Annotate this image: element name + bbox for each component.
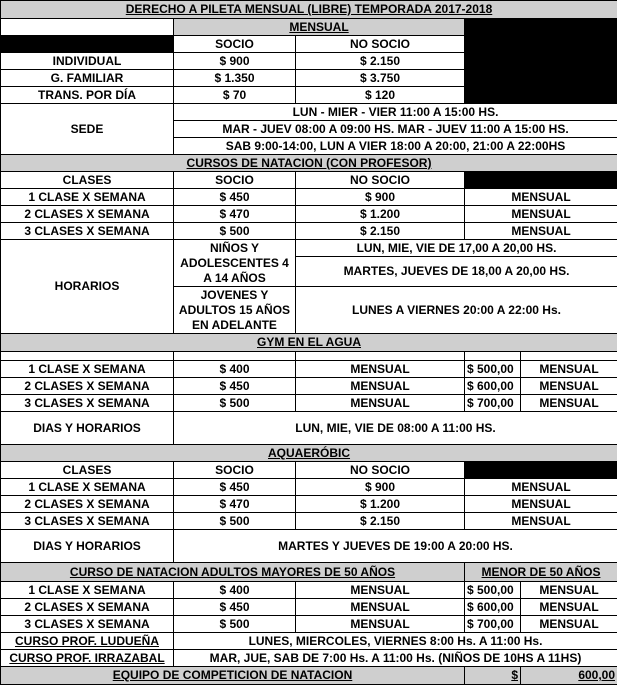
nosocio-price: $ 2.150 <box>296 223 465 240</box>
row-label: 1 CLASE X SEMANA <box>1 189 174 206</box>
table-row <box>1 513 617 530</box>
socio-price: $ 450 <box>174 479 296 496</box>
mayores-title: CURSO DE NATACION ADULTOS MAYORES DE 50 AÑOS <box>1 563 465 582</box>
menor-title: MENOR DE 50 AÑOS <box>465 563 617 582</box>
period-2: MENSUAL <box>521 599 617 616</box>
pileta-black-block <box>465 19 617 104</box>
table-row <box>1 206 617 223</box>
row-label: TRANS. POR DÍA <box>1 87 174 104</box>
equipo-label: EQUIPO DE COMPETICION DE NATACION <box>1 667 465 685</box>
table-row <box>1 616 617 633</box>
socio-price: $ 70 <box>174 87 296 104</box>
nosocio-price: $ 900 <box>296 479 465 496</box>
price-2: $ 500,00 <box>465 582 521 599</box>
period: MENSUAL <box>465 189 617 206</box>
black-cell <box>465 172 617 189</box>
aqua-dias-value: MARTES Y JUEVES DE 19:00 A 20:00 HS. <box>174 530 617 563</box>
pileta-corner-black <box>1 36 174 53</box>
price-2: $ 500,00 <box>465 361 521 378</box>
price-2: $ 700,00 <box>465 395 521 412</box>
period-2: MENSUAL <box>521 616 617 633</box>
sede-schedule: MAR - JUEV 08:00 A 09:00 HS. MAR - JUEV 11:00 A 15:00 HS. <box>174 121 617 138</box>
socio-price: $ 500 <box>174 616 296 633</box>
socio-price: $ 1.350 <box>174 70 296 87</box>
table-row <box>1 599 617 616</box>
prof-schedule: MAR, JUE, SAB DE 7:00 Hs. A 11:00 Hs. (NIÑOS DE 10HS A 11HS) <box>174 650 617 667</box>
spacer-cell <box>465 352 521 361</box>
jovenes-group: JOVENES Y ADULTOS 15 AÑOS EN ADELANTE <box>174 287 296 334</box>
pileta-socio-header: SOCIO <box>174 36 296 53</box>
row-label: 3 CLASES X SEMANA <box>1 616 174 633</box>
period: MENSUAL <box>465 496 617 513</box>
period: MENSUAL <box>296 599 465 616</box>
pileta-blank-cell <box>1 19 174 36</box>
pileta-mensual-header: MENSUAL <box>174 19 465 36</box>
socio-price: $ 450 <box>174 189 296 206</box>
table-row <box>1 496 617 513</box>
sede-schedule: SAB 9:00-14:00, LUN A VIER 18:00 A 20:00, 21:00 A 22:00HS <box>174 138 617 155</box>
row-label: 2 CLASES X SEMANA <box>1 378 174 395</box>
sede-schedule: LUN - MIER - VIER 11:00 A 15:00 HS. <box>174 104 617 121</box>
period: MENSUAL <box>296 395 465 412</box>
ninos-schedule: LUN, MIE, VIE DE 17,00 A 20,00 HS. <box>296 240 617 257</box>
price-2: $ 700,00 <box>465 616 521 633</box>
socio-price: $ 500 <box>174 223 296 240</box>
equipo-amount: 600,00 <box>521 667 617 685</box>
socio-header: SOCIO <box>174 462 296 479</box>
ninos-schedule: MARTES, JUEVES DE 18,00 A 20,00 HS. <box>296 257 617 287</box>
spacer-cell <box>174 352 296 361</box>
socio-price: $ 450 <box>174 378 296 395</box>
socio-price: $ 500 <box>174 395 296 412</box>
row-label: 2 CLASES X SEMANA <box>1 496 174 513</box>
gym-title: GYM EN EL AGUA <box>1 334 617 352</box>
price-2: $ 600,00 <box>465 378 521 395</box>
aqua-dias-label: DIAS Y HORARIOS <box>1 530 174 563</box>
jovenes-schedule: LUNES A VIERNES 20:00 A 22:00 Hs. <box>296 287 617 334</box>
table-row <box>1 395 617 412</box>
table-row <box>1 189 617 206</box>
spacer-cell <box>296 352 465 361</box>
period: MENSUAL <box>465 223 617 240</box>
nosocio-price: $ 2.150 <box>296 53 465 70</box>
natacion-title: CURSOS DE NATACION (CON PROFESOR) <box>1 155 617 172</box>
row-label: 3 CLASES X SEMANA <box>1 513 174 530</box>
nosocio-price: $ 120 <box>296 87 465 104</box>
ninos-group: NIÑOS Y ADOLESCENTES 4 A 14 AÑOS <box>174 240 296 287</box>
pileta-title: DERECHO A PILETA MENSUAL (LIBRE) TEMPORADA 2017-2018 <box>1 1 617 19</box>
socio-price: $ 470 <box>174 496 296 513</box>
row-label: 2 CLASES X SEMANA <box>1 599 174 616</box>
nosocio-price: $ 1.200 <box>296 496 465 513</box>
socio-price: $ 900 <box>174 53 296 70</box>
table-row <box>1 378 617 395</box>
row-label: 1 CLASE X SEMANA <box>1 582 174 599</box>
prof-label: CURSO PROF. IRRAZABAL <box>1 650 174 667</box>
period: MENSUAL <box>465 513 617 530</box>
equipo-currency: $ <box>465 667 521 685</box>
aqua-title: AQUAERÓBIC <box>1 445 617 462</box>
socio-price: $ 470 <box>174 206 296 223</box>
spacer-cell <box>1 352 174 361</box>
nosocio-header: NO SOCIO <box>296 172 465 189</box>
nosocio-price: $ 1.200 <box>296 206 465 223</box>
row-label: 3 CLASES X SEMANA <box>1 223 174 240</box>
period: MENSUAL <box>465 479 617 496</box>
period-2: MENSUAL <box>521 395 617 412</box>
row-label: G. FAMILIAR <box>1 70 174 87</box>
row-label: 3 CLASES X SEMANA <box>1 395 174 412</box>
prof-schedule: LUNES, MIERCOLES, VIERNES 8:00 Hs. A 11:00 Hs. <box>174 633 617 650</box>
socio-price: $ 450 <box>174 599 296 616</box>
clases-header: CLASES <box>1 172 174 189</box>
black-cell <box>465 462 617 479</box>
period: MENSUAL <box>296 361 465 378</box>
nosocio-header: NO SOCIO <box>296 462 465 479</box>
socio-price: $ 500 <box>174 513 296 530</box>
row-label: 1 CLASE X SEMANA <box>1 479 174 496</box>
price-2: $ 600,00 <box>465 599 521 616</box>
period: MENSUAL <box>296 582 465 599</box>
row-label: 1 CLASE X SEMANA <box>1 361 174 378</box>
prof-label: CURSO PROF. LUDUEÑA <box>1 633 174 650</box>
socio-price: $ 400 <box>174 361 296 378</box>
table-row <box>1 223 617 240</box>
period-2: MENSUAL <box>521 361 617 378</box>
row-label: INDIVIDUAL <box>1 53 174 70</box>
period: MENSUAL <box>296 378 465 395</box>
row-label: 2 CLASES X SEMANA <box>1 206 174 223</box>
gym-dias-label: DIAS Y HORARIOS <box>1 412 174 445</box>
period-2: MENSUAL <box>521 582 617 599</box>
spacer-cell <box>521 352 617 361</box>
horarios-label: HORARIOS <box>1 240 174 334</box>
sede-label: SEDE <box>1 104 174 155</box>
period-2: MENSUAL <box>521 378 617 395</box>
table-row <box>1 479 617 496</box>
gym-dias-value: LUN, MIE, VIE DE 08:00 A 11:00 HS. <box>174 412 617 445</box>
table-row <box>1 582 617 599</box>
period: MENSUAL <box>296 616 465 633</box>
nosocio-price: $ 900 <box>296 189 465 206</box>
socio-header: SOCIO <box>174 172 296 189</box>
socio-price: $ 400 <box>174 582 296 599</box>
period: MENSUAL <box>465 206 617 223</box>
table-row <box>1 361 617 378</box>
clases-header: CLASES <box>1 462 174 479</box>
nosocio-price: $ 3.750 <box>296 70 465 87</box>
nosocio-price: $ 2.150 <box>296 513 465 530</box>
pileta-nosocio-header: NO SOCIO <box>296 36 465 53</box>
